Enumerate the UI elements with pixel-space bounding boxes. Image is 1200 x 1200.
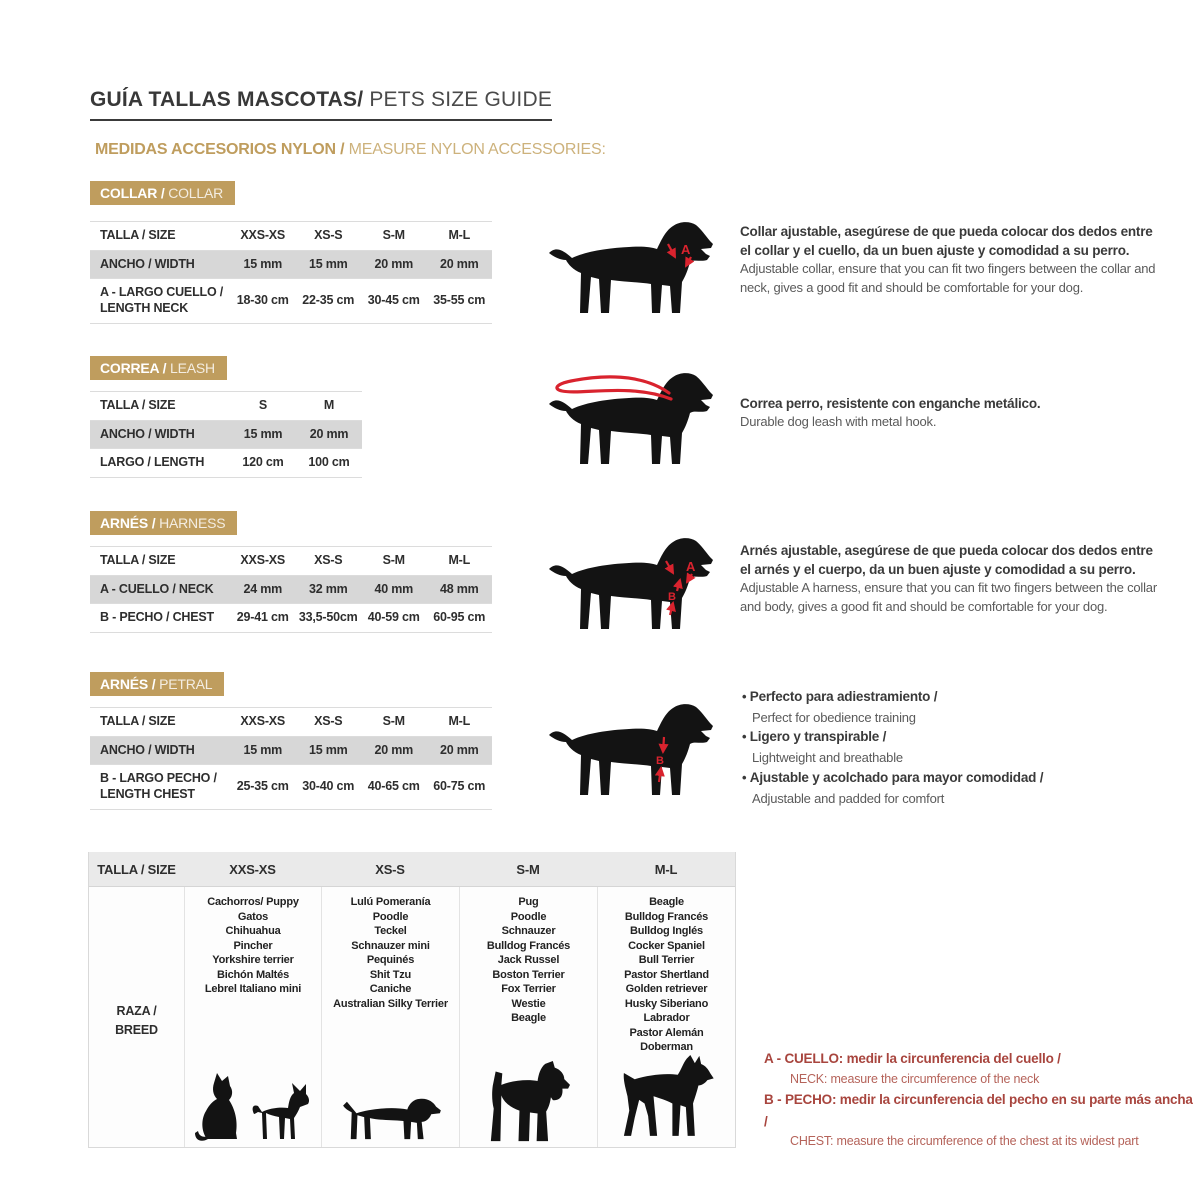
measure-label-a: A <box>686 559 696 574</box>
page-title <box>90 88 552 121</box>
breed-figures-xs-s <box>322 1097 459 1147</box>
collar-section-badge <box>90 181 235 205</box>
breed-column-xs-s <box>321 887 459 1147</box>
collar-desc-es: Collar ajustable, asegúrese de que pueda colocar dos dedos entre el collar y el cuello, da un buen ajuste y comodidad a su perro. <box>740 224 1153 259</box>
collar-description <box>740 222 1164 297</box>
value-cell: 20 mm <box>296 420 362 449</box>
value-cell: 15 mm <box>230 736 296 765</box>
label-header-cell: TALLA / SIZE <box>90 392 230 421</box>
label-header-cell: TALLA / SIZE <box>90 708 230 737</box>
measurement-notes <box>764 1048 1196 1152</box>
value-cell: 32 mm <box>296 575 362 604</box>
size-header-cell: S <box>230 392 296 421</box>
breed-item: Bulldog Francés <box>486 939 571 952</box>
schnauzer-silhouette <box>485 1061 573 1143</box>
breed-row-label-en: BREED <box>115 1022 158 1037</box>
collar-badge-en: COLLAR <box>168 185 224 201</box>
breed-item: Pastor Alemán <box>629 1026 704 1039</box>
value-cell: 22-35 cm <box>296 279 362 323</box>
size-header-cell: XXS-XS <box>230 547 296 576</box>
breed-table-body <box>89 887 735 1147</box>
breed-item: Cachorros/ Puppy <box>207 896 299 908</box>
breed-item: Bull Terrier <box>638 954 695 966</box>
value-cell: 30-45 cm <box>361 279 427 323</box>
petral-badge-es: ARNÉS / <box>100 676 160 692</box>
petral-bullet-es: • Perfecto para adiestramiento / <box>742 687 1172 708</box>
breed-item: Schnauzer mini <box>351 939 430 952</box>
breed-item: Schnauzer <box>501 925 556 937</box>
leash-dog-figure <box>543 366 715 473</box>
breed-header-xs-s: XS-S <box>375 862 405 877</box>
harness-badge-es: ARNÉS / <box>100 515 160 531</box>
spec-row <box>90 736 492 765</box>
size-header-cell: XS-S <box>296 708 362 737</box>
spec-row <box>90 250 492 279</box>
row-label-cell: A - CUELLO / NECK <box>90 575 230 604</box>
size-header-cell: M <box>296 392 362 421</box>
measure-label-b: B <box>668 591 676 603</box>
row-label-cell: ANCHO / WIDTH <box>90 250 230 279</box>
size-header-row <box>90 708 492 737</box>
breed-row-label-es: RAZA / <box>116 1004 157 1018</box>
petral-bullet-en: Perfect for obedience training <box>752 709 916 725</box>
petral-badge-en: PETRAL <box>159 676 213 692</box>
dachshund-silhouette <box>340 1097 442 1143</box>
girth-measure-arrow <box>663 737 664 752</box>
size-header-cell: M-L <box>427 708 493 737</box>
value-cell: 33,5-50cm <box>296 604 362 633</box>
page-title-es: GUÍA TALLAS MASCOTAS/ <box>90 88 364 112</box>
value-cell: 20 mm <box>361 250 427 279</box>
collar-desc-en: Adjustable collar, ensure that you can fit two fingers between the collar and neck, gives a good fit and should be comfortable for your dog. <box>740 261 1156 295</box>
measure-label-b: B <box>656 755 664 767</box>
breed-item: Pincher <box>233 939 273 952</box>
spec-row <box>90 765 492 809</box>
breed-item: Westie <box>511 997 546 1010</box>
harness-size-table <box>90 546 492 633</box>
breed-item: Boston Terrier <box>492 968 565 981</box>
row-label-cell: LARGO / LENGTH <box>90 449 230 478</box>
size-header-row <box>90 547 492 576</box>
breed-item: Beagle <box>649 896 684 908</box>
breed-item: Pastor Shertland <box>624 968 709 981</box>
value-cell: 15 mm <box>296 250 362 279</box>
value-cell: 100 cm <box>296 449 362 478</box>
leash-line <box>557 377 671 399</box>
size-header-cell: XS-S <box>296 222 362 251</box>
value-cell: 24 mm <box>230 575 296 604</box>
petral-section-badge <box>90 672 224 696</box>
size-header-cell: S-M <box>361 708 427 737</box>
breed-list-xs-s <box>322 895 459 1011</box>
harness-desc-en: Adjustable A harness, ensure that you can fit two fingers between the collar and body, gives a good fit and should be comfortable for your dog. <box>740 580 1157 614</box>
breed-item: Pug <box>518 896 539 908</box>
value-cell: 30-40 cm <box>296 765 362 809</box>
size-header-cell: XS-S <box>296 547 362 576</box>
size-header-cell: S-M <box>361 222 427 251</box>
breed-item: Teckel <box>374 925 407 937</box>
breed-item: Cocker Spaniel <box>628 939 705 952</box>
value-cell: 15 mm <box>296 736 362 765</box>
value-cell: 35-55 cm <box>427 279 493 323</box>
breed-list-m-l <box>598 895 735 1055</box>
row-label-cell: B - PECHO / CHEST <box>90 604 230 633</box>
size-header-cell: XXS-XS <box>230 222 296 251</box>
size-header-cell: M-L <box>427 547 493 576</box>
breed-column-m-l <box>597 887 735 1147</box>
label-header-cell: TALLA / SIZE <box>90 222 230 251</box>
dog-silhouette <box>549 704 713 795</box>
note-chest-es: B - PECHO: medir la circunferencia del pecho en su parte más ancha / <box>764 1091 1193 1129</box>
breed-list-s-m <box>460 895 597 1026</box>
value-cell: 40 mm <box>361 575 427 604</box>
breed-item: Chihuahua <box>225 925 281 937</box>
breed-item: Gatos <box>237 910 269 923</box>
collar-dog-figure <box>543 215 715 322</box>
size-header-cell: S-M <box>361 547 427 576</box>
value-cell: 20 mm <box>427 250 493 279</box>
size-header-cell: XXS-XS <box>230 708 296 737</box>
breed-item: Poodle <box>372 910 409 923</box>
row-label-cell: A - LARGO CUELLO / LENGTH NECK <box>90 279 230 323</box>
petral-size-table <box>90 707 492 810</box>
breed-item: Lebrel Italiano mini <box>204 983 302 995</box>
value-cell: 29-41 cm <box>230 604 296 633</box>
value-cell: 18-30 cm <box>230 279 296 323</box>
petral-feature-list <box>742 687 1172 808</box>
value-cell: 15 mm <box>230 250 296 279</box>
value-cell: 20 mm <box>427 736 493 765</box>
value-cell: 40-59 cm <box>361 604 427 633</box>
leash-desc-es: Correa perro, resistente con enganche metálico. <box>740 396 1041 411</box>
breed-item: Bichón Maltés <box>217 968 289 981</box>
doberman-silhouette <box>617 1055 717 1143</box>
value-cell: 20 mm <box>361 736 427 765</box>
harness-desc-es: Arnés ajustable, asegúrese de que pueda colocar dos dedos entre el arnés y el cuerpo, da un buen ajuste y comodidad a su perro. <box>740 543 1153 578</box>
petral-dog-figure <box>543 697 715 804</box>
page-subtitle <box>95 141 606 159</box>
breed-item: Jack Russel <box>497 954 560 966</box>
value-cell: 40-65 cm <box>361 765 427 809</box>
breed-item: Doberman <box>640 1041 693 1053</box>
row-label-cell: ANCHO / WIDTH <box>90 736 230 765</box>
leash-desc-en: Durable dog leash with metal hook. <box>740 414 937 430</box>
spec-row <box>90 604 492 633</box>
dog-silhouette <box>549 373 713 464</box>
dog-silhouette <box>549 538 713 629</box>
breed-item: Golden retriever <box>625 983 708 995</box>
breed-item: Lulú Pomeranía <box>350 896 431 908</box>
cat-silhouette <box>193 1069 243 1143</box>
note-neck-en: NECK: measure the circumference of the neck <box>790 1071 1040 1086</box>
page-subtitle-en: MEASURE NYLON ACCESSORIES: <box>348 141 606 158</box>
spec-row <box>90 279 492 323</box>
breed-figures-m-l <box>598 1055 735 1147</box>
breed-item: Fox Terrier <box>501 983 556 995</box>
breed-item: Australian Silky Terrier <box>333 997 448 1010</box>
leash-badge-es: CORREA / <box>100 360 171 376</box>
breed-column-xxs-xs <box>184 887 321 1147</box>
breed-size-table <box>88 852 736 1148</box>
value-cell: 120 cm <box>230 449 296 478</box>
leash-badge-en: LEASH <box>170 360 215 376</box>
dog-silhouette <box>549 222 713 313</box>
breed-item: Bulldog Inglés <box>630 925 703 937</box>
value-cell: 60-95 cm <box>427 604 493 633</box>
spec-row <box>90 420 362 449</box>
leash-section-badge <box>90 356 227 380</box>
chihuahua-silhouette <box>249 1081 313 1143</box>
breed-item: Poodle <box>510 910 547 923</box>
spec-row <box>90 575 492 604</box>
size-header-row <box>90 392 362 421</box>
harness-dog-figure <box>543 531 715 638</box>
breed-item: Bulldog Francés <box>624 910 709 923</box>
breed-header-s-m: S-M <box>516 862 540 877</box>
breed-header-xxs-xs: XXS-XS <box>229 862 276 877</box>
breed-list-xxs-xs <box>185 895 321 997</box>
petral-bullet-en: Adjustable and padded for comfort <box>752 790 945 806</box>
value-cell: 60-75 cm <box>427 765 493 809</box>
breed-column-s-m <box>459 887 597 1147</box>
collar-size-table <box>90 221 492 324</box>
petral-bullet-es: • Ajustable y acolchado para mayor comodidad / <box>742 768 1172 789</box>
breed-item: Shit Tzu <box>369 968 412 981</box>
breed-item: Yorkshire terrier <box>212 954 294 966</box>
breed-figures-s-m <box>460 1061 597 1147</box>
petral-bullet-es: • Ligero y transpirable / <box>742 727 1172 748</box>
breed-item: Labrador <box>643 1012 690 1024</box>
size-header-row <box>90 222 492 251</box>
note-chest-en: CHEST: measure the circumference of the chest at its widest part <box>790 1134 1139 1149</box>
collar-badge-es: COLLAR / <box>100 185 169 201</box>
breed-header-label: TALLA / SIZE <box>97 862 176 877</box>
value-cell: 48 mm <box>427 575 493 604</box>
breed-table-header <box>89 852 735 887</box>
note-neck-es: A - CUELLO: medir la circunferencia del cuello / <box>764 1051 1061 1066</box>
breed-figures-xxs-xs <box>185 1069 321 1147</box>
breed-item: Beagle <box>511 1012 546 1024</box>
leash-description <box>740 394 1164 431</box>
page-subtitle-es: MEDIDAS ACCESORIOS NYLON / <box>95 141 349 158</box>
spec-row <box>90 449 362 478</box>
breed-item: Pequinés <box>366 954 415 966</box>
value-cell: 25-35 cm <box>230 765 296 809</box>
harness-description <box>740 541 1164 616</box>
breed-item: Husky Siberiano <box>624 997 709 1010</box>
breed-item: Caniche <box>369 983 412 995</box>
row-label-cell: B - LARGO PECHO / LENGTH CHEST <box>90 765 230 809</box>
value-cell: 15 mm <box>230 420 296 449</box>
breed-header-m-l: M-L <box>654 862 678 877</box>
harness-badge-en: HARNESS <box>159 515 226 531</box>
size-header-cell: M-L <box>427 222 493 251</box>
measure-label-a: A <box>681 242 691 257</box>
harness-section-badge <box>90 511 237 535</box>
page-title-en: PETS SIZE GUIDE <box>363 88 553 112</box>
breed-row-label <box>89 887 184 1147</box>
label-header-cell: TALLA / SIZE <box>90 547 230 576</box>
leash-size-table <box>90 391 362 478</box>
row-label-cell: ANCHO / WIDTH <box>90 420 230 449</box>
petral-bullet-en: Lightweight and breathable <box>752 750 903 766</box>
